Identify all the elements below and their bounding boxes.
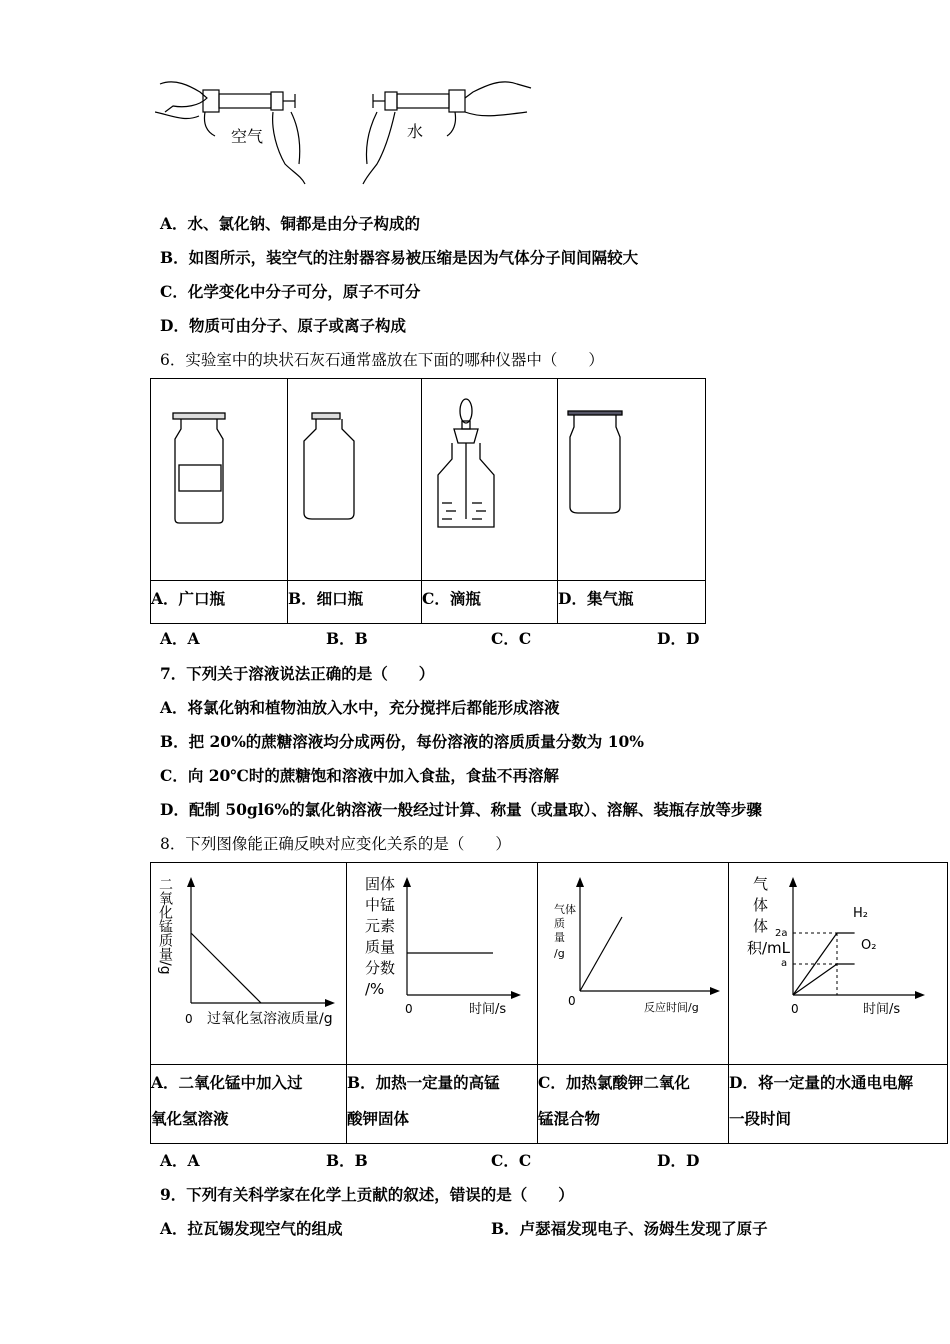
- gas-jar-cell: [558, 379, 706, 581]
- chart-b-ylabel-1: 固体: [365, 875, 396, 893]
- q8-caption-d-line2: 一段时间: [729, 1109, 792, 1128]
- chart-c: [538, 863, 728, 1060]
- q8-graph-table: [150, 862, 948, 1144]
- gas-jar-icon: [558, 379, 705, 576]
- left-syringe-drawing: [155, 82, 305, 184]
- chart-d-ylabel-1: 气: [753, 875, 769, 893]
- q5-option-a: A．水、氯化钠、铜都是由分子构成的: [160, 214, 421, 233]
- dropper-bottle-icon: [422, 379, 557, 576]
- q8-answer-d: D．D: [657, 1151, 700, 1170]
- chart-a-series-line: [191, 933, 261, 1003]
- chart-d-label-h2: H₂: [853, 906, 868, 921]
- q9-stem: 9．下列有关科学家在化学上贡献的叙述，错误的是（ ）: [160, 1185, 574, 1204]
- q8-stem: 8．下列图像能正确反映对应变化关系的是（ ）: [160, 835, 511, 853]
- chart-a-y-arrow: [187, 877, 195, 887]
- chart-c-y-arrow: [576, 877, 584, 887]
- q6-answer-b: B．B: [326, 629, 368, 648]
- q7-option-d: D．配制 50gl6%的氯化钠溶液一般经过计算、称量（或量取）、溶解、装瓶存放等步骤: [160, 800, 762, 819]
- chart-a: [151, 863, 346, 1060]
- q8-answer-row: [0, 1149, 950, 1169]
- chart-d-ytick-a: a: [781, 958, 788, 969]
- syringe-label-water: 水: [407, 122, 424, 141]
- q8-caption-c-line2: 锰混合物: [538, 1109, 601, 1128]
- wide-mouth-bottle-icon: [151, 379, 287, 576]
- chart-d: [729, 863, 947, 1060]
- chart-d-label-o2: O₂: [861, 938, 877, 953]
- q9-option-a: A．拉瓦锡发现空气的组成: [160, 1219, 343, 1238]
- q5-option-d: D．物质可由分子、原子或离子构成: [160, 316, 406, 335]
- chart-b-origin: 0: [405, 1002, 413, 1016]
- q8-caption-a: [151, 1065, 347, 1144]
- q8-caption-b-line2: 酸钾固体: [347, 1109, 410, 1128]
- q6-caption-d: D．集气瓶: [558, 581, 706, 624]
- chart-c-x-arrow: [710, 987, 720, 995]
- q6-stem: 6．实验室中的块状石灰石通常盛放在下面的哪种仪器中（ ）: [160, 351, 604, 369]
- chart-c-xlabel: 反应时间/g: [644, 1001, 699, 1014]
- q8-caption-a-line2: 氧化氢溶液: [151, 1109, 229, 1128]
- chart-a-origin: 0: [185, 1012, 193, 1026]
- syringe-label-air: 空气: [231, 127, 264, 146]
- chart-c-ylabel-1: 气体: [554, 903, 576, 916]
- chart-d-origin: 0: [791, 1002, 799, 1016]
- chart-b-xlabel: 时间/s: [469, 1002, 507, 1017]
- chart-d-y-arrow: [789, 877, 797, 887]
- chart-d-ylabel-2: 体: [753, 896, 769, 914]
- q6-answer-d: D．D: [657, 629, 700, 648]
- chart-b-x-arrow: [511, 991, 521, 999]
- q8-answer-b: B．B: [326, 1151, 368, 1170]
- q9-option-b: B．卢瑟福发现电子、汤姆生发现了原子: [491, 1219, 768, 1238]
- dropper-bottle-cell: [422, 379, 558, 581]
- chart-c-ylabel-4: /g: [554, 947, 565, 960]
- chart-c-ylabel-3: 量: [554, 931, 565, 944]
- q6-apparatus-table: [150, 378, 706, 624]
- syringe-figure: [155, 72, 535, 187]
- q5-option-b: B．如图所示，装空气的注射器容易被压缩是因为气体分子间间隔较大: [160, 248, 639, 267]
- chart-d-x-arrow: [915, 991, 925, 999]
- q7-option-b: B．把 20%的蔗糖溶液均分成两份，每份溶液的溶质质量分数为 10%: [160, 732, 644, 751]
- chart-d-ylabel-3: 体: [753, 917, 769, 935]
- graph-a-cell: [151, 863, 347, 1065]
- chart-b-ylabel-3: 元素: [365, 917, 396, 935]
- chart-c-ylabel-2: 质: [554, 917, 565, 930]
- chart-b-y-arrow: [403, 877, 411, 887]
- q8-caption-d: [729, 1065, 948, 1144]
- chart-b-ylabel-4: 质量: [365, 938, 396, 956]
- chart-b: [347, 863, 537, 1060]
- right-syringe-drawing: [363, 82, 531, 184]
- chart-b-ylabel-2: 中锰: [365, 896, 396, 914]
- chart-d-series-o2: [793, 964, 855, 995]
- chart-c-origin: 0: [568, 994, 576, 1008]
- q6-caption-c: C．滴瓶: [422, 581, 558, 624]
- q8-answer-c: C．C: [491, 1151, 532, 1170]
- q8-caption-b-line1: B．加热一定量的高锰: [347, 1073, 500, 1092]
- q7-stem: 7．下列关于溶液说法正确的是（ ）: [160, 664, 435, 683]
- narrow-mouth-bottle-icon: [288, 379, 421, 576]
- chart-b-ylabel-5: 分数: [365, 959, 396, 977]
- q6-answer-row: [0, 627, 950, 647]
- q8-answer-a: A．A: [160, 1151, 200, 1170]
- q8-caption-d-line1: D．将一定量的水通电电解: [729, 1073, 913, 1092]
- q6-caption-b: B．细口瓶: [288, 581, 422, 624]
- q8-caption-c: [538, 1065, 729, 1144]
- chart-a-ylabel: 二氧化锰质量/g: [157, 877, 173, 975]
- q6-caption-a: A．广口瓶: [151, 581, 288, 624]
- q7-option-a: A．将氯化钠和植物油放入水中，充分搅拌后都能形成溶液: [160, 698, 560, 717]
- chart-a-xlabel: 过氧化氢溶液质量/g: [207, 1011, 333, 1027]
- graph-c-cell: [538, 863, 729, 1065]
- chart-d-xlabel: 时间/s: [863, 1002, 901, 1017]
- q5-option-c: C．化学变化中分子可分，原子不可分: [160, 282, 421, 301]
- narrow-mouth-bottle-cell: [288, 379, 422, 581]
- graph-d-cell: [729, 863, 948, 1065]
- chart-d-ytick-2a: 2a: [775, 928, 788, 939]
- chart-d-ylabel-4: 积/mL: [747, 939, 791, 957]
- graph-b-cell: [347, 863, 538, 1065]
- q6-answer-c: C．C: [491, 629, 532, 648]
- q8-caption-b: [347, 1065, 538, 1144]
- chart-c-series-line: [580, 917, 622, 991]
- q6-answer-a: A．A: [160, 629, 200, 648]
- q7-option-c: C．向 20℃时的蔗糖饱和溶液中加入食盐，食盐不再溶解: [160, 766, 559, 785]
- chart-b-ylabel-6: /%: [365, 980, 385, 998]
- q8-caption-c-line1: C．加热氯酸钾二氧化: [538, 1073, 690, 1092]
- chart-a-x-arrow: [325, 999, 335, 1007]
- q8-caption-a-line1: A．二氧化锰中加入过: [151, 1073, 303, 1092]
- wide-mouth-bottle-cell: [151, 379, 288, 581]
